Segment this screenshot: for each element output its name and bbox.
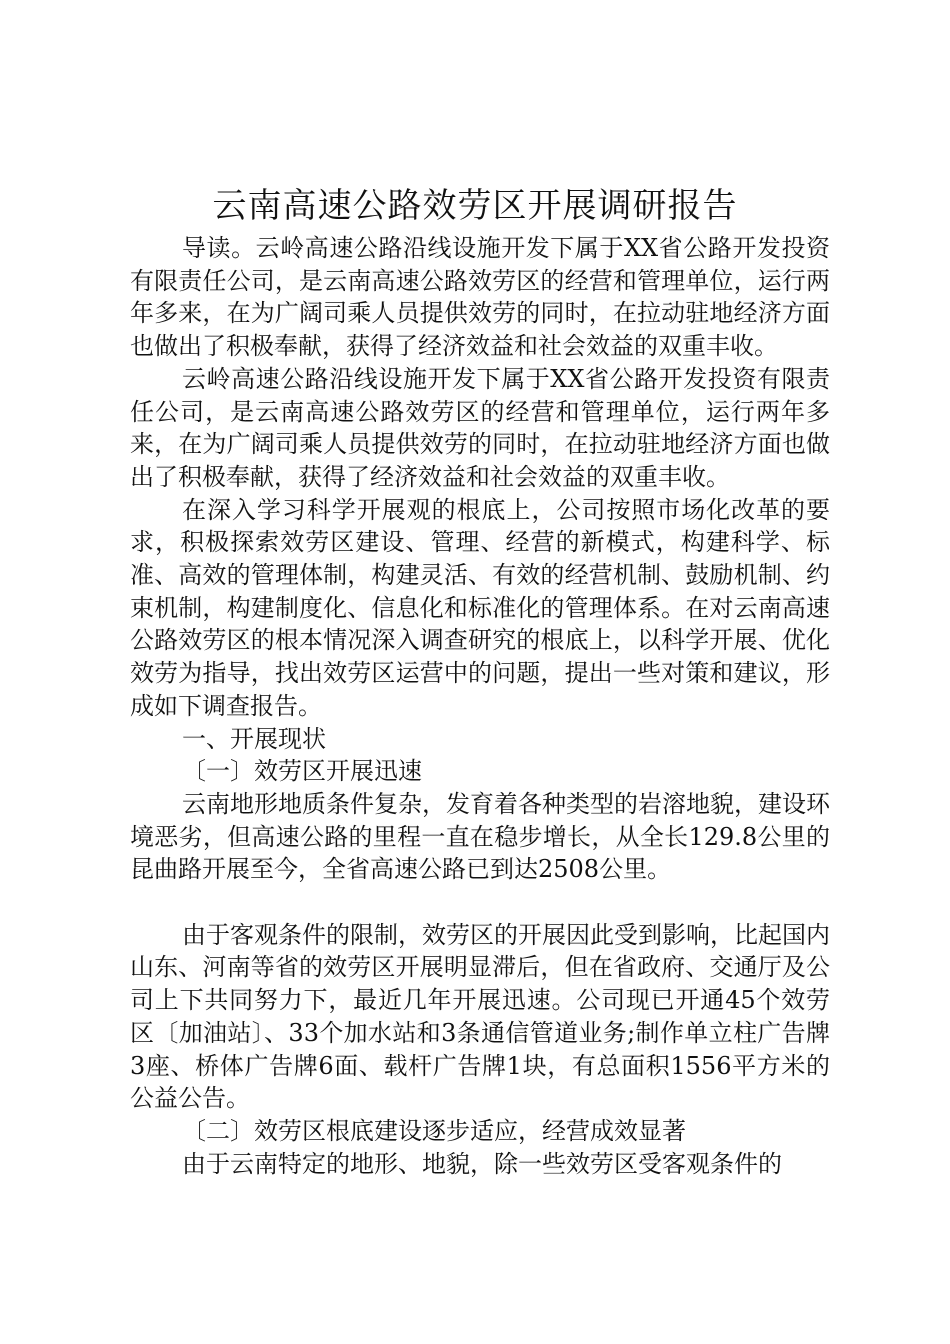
body-paragraph: 云岭高速公路沿线设施开发下属于XX省公路开发投资有限责任公司，是云南高速公路效劳区的经营和管理单位，运行两年多来，在为广阔司乘人员提供效劳的同时，在拉动驻地经济方面也做出了积极奉献，获得了经济效益和社会效益的双重丰收。 (130, 364, 830, 491)
subsection-heading: 〔二〕效劳区根底建设逐步适应，经营成效显著 (182, 1116, 686, 1145)
document-title: 云南高速公路效劳区开展调研报告 (212, 186, 738, 226)
body-paragraph: 在深入学习科学开展观的根底上，公司按照市场化改革的要求，积极探索效劳区建设、管理、经营的新模式，构建科学、标准、高效的管理体制，构建灵活、有效的经营机制、鼓励机制、约束机制，构建制度化、信息化和标准化的管理体系。在对云南高速公路效劳区的根本情况深入调查研究的根底上，以科学开展、优化效劳为指导，找出效劳区运营中的问题，提出一些对策和建议，形成如下调查报告。 (130, 495, 830, 720)
section-heading: 一、开展现状 (182, 724, 326, 753)
body-paragraph: 云南地形地质条件复杂，发育着各种类型的岩溶地貌，建设环境恶劣，但高速公路的里程一直在稳步增长，从全长129.8公里的昆曲路开展至今，全省高速公路已到达2508公里。 (130, 789, 830, 884)
document-body (130, 232, 830, 1180)
paragraph-spacer (130, 886, 830, 919)
intro-paragraph: 导读。云岭高速公路沿线设施开发下属于XX省公路开发投资有限责任公司，是云南高速公路效劳区的经营和管理单位，运行两年多来，在为广阔司乘人员提供效劳的同时，在拉动驻地经济方面也做出了积极奉献，获得了经济效益和社会效益的双重丰收。 (130, 234, 830, 361)
subsection-heading: 〔一〕效劳区开展迅速 (182, 757, 422, 786)
body-paragraph: 由于客观条件的限制，效劳区的开展因此受到影响，比起国内山东、河南等省的效劳区开展明显滞后，但在省政府、交通厅及公司上下共同努力下，最近几年开展迅速。公司现已开通45个效劳区〔加油站〕、33个加水站和3条通信管道业务;制作单立柱广告牌3座、桥体广告牌6面、载杆广告牌1块，有总面积1556平方米的公益公告。 (130, 920, 830, 1113)
body-paragraph: 由于云南特定的地形、地貌，除一些效劳区受客观条件的 (182, 1149, 782, 1178)
